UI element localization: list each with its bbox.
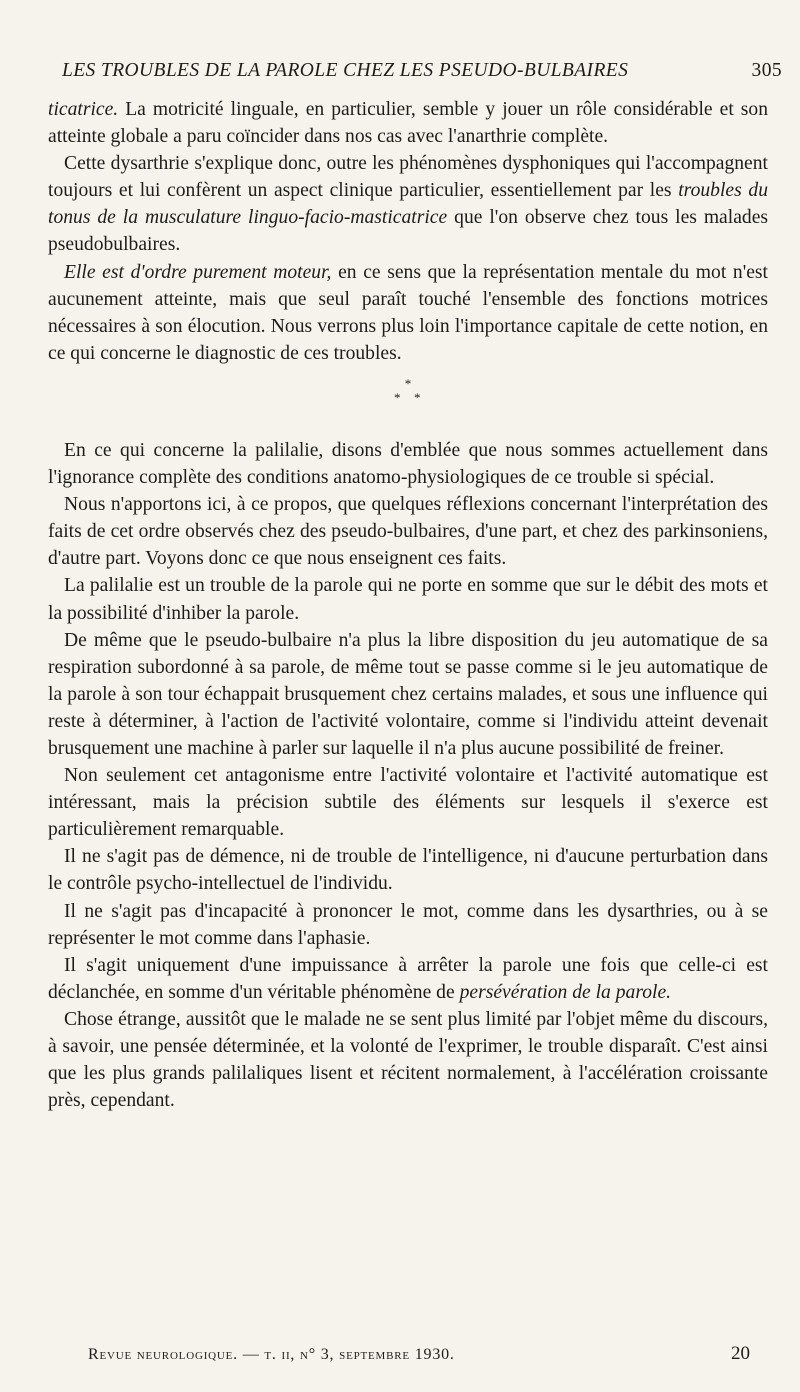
- signature-number: 20: [731, 1343, 750, 1364]
- paragraph-1-italic: ticatrice.: [48, 99, 119, 120]
- paragraph-3-text: en ce sens que la représentation mentale du mot n'est aucunement atteinte, mais que seul paraît touché l'ensemble des fonctions motrices nécessaires à son élocution. Nous verrons plus loin l'importance capitale de cette notion, en ce qui concerne le diagnostic de ces troubles.: [48, 261, 768, 364]
- paragraph-9: Il ne s'agit pas de démence, ni de trouble de l'intelligence, ni d'aucune perturbation dans le contrôle psycho-intellectuel de l'individu.: [48, 846, 768, 895]
- paragraph-8: Non seulement cet antagonisme entre l'activité volontaire et l'activité automatique est intéressant, mais la précision subtile des éléments sur lesquels il s'exerce est particulièrement remarquable.: [48, 765, 768, 841]
- paragraph-1: [48, 96, 768, 150]
- paragraph-10: Il ne s'agit pas d'incapacité à prononcer le mot, comme dans les dysarthries, ou à se représenter le mot comme dans l'aphasie.: [48, 900, 768, 949]
- body-text: [48, 96, 768, 1114]
- paragraph-11-italic: persévération de la parole.: [459, 981, 672, 1003]
- paragraph-2-italic: troubles du tonus de la musculature linguo-facio-masticatrice: [48, 180, 768, 229]
- paragraph-2-text-a: Cette dysarthrie s'explique donc, outre les phénomènes dysphoniques qui l'accompagnent toujours et lui confèrent un aspect clinique particulier, essentiellement par les: [48, 153, 768, 202]
- paragraph-11: [48, 952, 768, 1006]
- paragraph-6: La palilalie est un trouble de la parole qui ne porte en somme que sur le débit des mots et la possibilité d'inhiber la parole.: [48, 575, 768, 624]
- paragraph-3: [48, 259, 768, 367]
- paragraph-12: Chose étrange, aussitôt que le malade ne se sent plus limité par l'objet même du discours, à savoir, une pensée déterminée, et la volonté de l'exprimer, le trouble disparaît. C'est ainsi que les plus grands palilaliques lisent et récitent normalement, à l'accélération croissante près, cependant.: [48, 1008, 768, 1112]
- paragraph-2: [48, 150, 768, 258]
- asterism-star: *: [414, 389, 421, 405]
- paragraph-5: Nous n'apportons ici, à ce propos, que quelques réflexions concernant l'interprétation des faits de cet ordre observés chez des pseudo-bulbaires, d'une part, et chez des parkinsoniens, d'autre part. Voyons donc ce que nous enseignent ces faits.: [48, 494, 768, 570]
- paragraph-1-text: La motricité linguale, en particulier, semble y jouer un rôle considérable et son atteinte globale a paru coïncider dans nos cas avec l'anarthrie complète.: [48, 99, 768, 148]
- page-footer: [88, 1343, 750, 1371]
- running-head: [62, 60, 782, 88]
- paragraph-7: De même que le pseudo-bulbaire n'a plus la libre disposition du jeu automatique de sa respiration subordonné à sa parole, de même tout se passe comme si le jeu automatique de la parole à son tour échappait brusquement chez certains malades, et sous une influence qui reste à déterminer, à l'action de l'activité volontaire, comme si l'individu atteint devenait brusquement une machine à parler sur laquelle il n'a plus aucune possibilité de freiner.: [48, 629, 768, 759]
- asterism-star: *: [404, 375, 412, 391]
- paragraph-2-text-b: que l'on observe chez tous les malades pseudobulbaires.: [48, 207, 769, 256]
- paragraph-4: En ce qui concerne la palilalie, disons d'emblée que nous sommes actuellement dans l'ignorance complète des conditions anatomo-physiologiques de ce trouble si spécial.: [48, 439, 768, 489]
- asterism-star: *: [394, 389, 401, 405]
- page-number: 305: [751, 60, 782, 81]
- paragraph-3-italic: Elle est d'ordre purement moteur,: [64, 261, 332, 283]
- journal-citation: Revue neurologique. — t. ii, n° 3, septembre 1930.: [88, 1346, 455, 1363]
- paragraph-11-text: Il s'agit uniquement d'une impuissance à arrêter la parole une fois que celle-ci est déclanchée, en somme d'un véritable phénomène de: [48, 954, 768, 1003]
- asterism-divider: [48, 367, 768, 437]
- running-title: LES TROUBLES DE LA PAROLE CHEZ LES PSEUDO-BULBAIRES: [62, 60, 629, 81]
